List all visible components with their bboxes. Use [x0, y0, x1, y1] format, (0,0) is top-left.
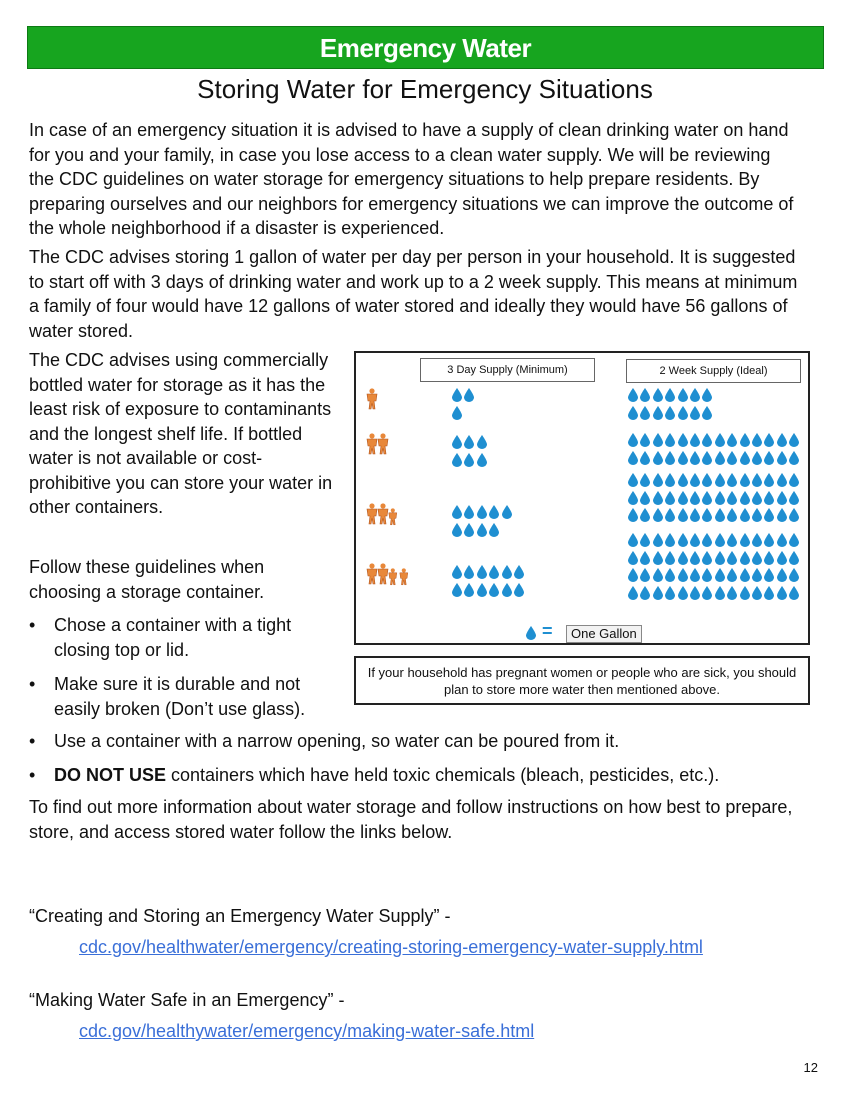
water-drop-icon [628, 388, 638, 402]
link-title-2: “Making Water Safe in an Emergency” - [29, 990, 345, 1010]
water-drop-icon [789, 586, 799, 600]
water-drop-icon [789, 568, 799, 582]
water-drop-icon [690, 508, 700, 522]
water-drop-icon [628, 508, 638, 522]
bullet-marker: • [29, 731, 36, 751]
water-drop-icon [640, 451, 650, 465]
water-drop-icon [640, 406, 650, 420]
water-drop-icon [665, 551, 675, 565]
water-drop-icon [690, 533, 700, 547]
page-number: 12 [803, 1060, 818, 1075]
water-drop-icon [777, 451, 787, 465]
water-drop-icon [452, 453, 462, 467]
bullet-text: Make sure it is durable and not easily broken (Don’t use glass). [54, 674, 306, 719]
water-drop-icon [678, 433, 688, 447]
do-not-use-emphasis: DO NOT USE [54, 765, 167, 785]
water-drop-icon [702, 433, 712, 447]
water-drop-icon [789, 473, 799, 487]
water-drop-icon [653, 508, 663, 522]
link-title-1: “Creating and Storing an Emergency Water Supply” - [29, 906, 451, 926]
water-drop-icon [702, 451, 712, 465]
water-drop-icon [665, 433, 675, 447]
water-drop-icon [640, 508, 650, 522]
water-drop-icon [777, 533, 787, 547]
water-drop-icon [678, 388, 688, 402]
water-drop-icon [665, 586, 675, 600]
water-drop-icon [628, 568, 638, 582]
water-drop-icon [452, 523, 462, 537]
water-drop-icon [764, 568, 774, 582]
water-drop-icon [752, 568, 762, 582]
water-drop-icon [502, 505, 512, 519]
water-drop-icon [740, 433, 750, 447]
water-drop-icon [477, 435, 487, 449]
water-drop-icon [678, 551, 688, 565]
water-drop-icon [640, 568, 650, 582]
ideal-supply-label: 2 Week Supply (Ideal) [626, 359, 801, 383]
water-drop-icon [452, 406, 462, 420]
water-drop-icon [777, 508, 787, 522]
water-drop-icon [764, 473, 774, 487]
household-note: If your household has pregnant women or people who are sick, you should plan to store more water then mentioned above. [354, 656, 810, 705]
water-drop-icon [727, 491, 737, 505]
water-drop-icon [702, 568, 712, 582]
water-drop-icon [628, 533, 638, 547]
water-drop-icon [640, 586, 650, 600]
water-drop-icon [715, 586, 725, 600]
legend-equals: = [542, 621, 553, 641]
water-drop-icon [678, 586, 688, 600]
water-drop-icon [464, 388, 474, 402]
water-drop-icon [640, 388, 650, 402]
person-icon [388, 568, 398, 586]
water-drop-icon [727, 473, 737, 487]
water-drop-icon [715, 451, 725, 465]
water-drop-icon [665, 388, 675, 402]
water-drop-icon [715, 473, 725, 487]
intro-paragraph: In case of an emergency situation it is advised to have a supply of clean drinking water on hand for you and your family, in case you lose access to a clean water supply. We will be reviewing the CDC guidelines on water storage for emergency situations to help prepare residents. By preparing ourselves and our neighbors for emergency situations we can improve the outcome of the whole neighborhood if a disaster is experienced. [29, 120, 794, 238]
water-drop-icon [740, 586, 750, 600]
water-drop-icon [752, 551, 762, 565]
water-drop-icon [690, 491, 700, 505]
banner-title: Emergency Water [319, 33, 532, 63]
water-drop-icon [702, 388, 712, 402]
water-drop-icon [777, 586, 787, 600]
water-drop-icon [740, 451, 750, 465]
bullet-marker: • [29, 765, 36, 785]
gallons-paragraph: The CDC advises storing 1 gallon of water per day per person in your household. It is suggested to start off with 3 days of drinking water and work up to a 2 week supply. This means at minimum a family of four would have 12 gallons of water stored and ideally they would have 56 gallons of water stored. [29, 247, 798, 341]
water-drop-icon [740, 473, 750, 487]
water-drop-icon [464, 583, 474, 597]
water-drop-icon [653, 451, 663, 465]
water-drop-icon [678, 568, 688, 582]
water-drop-icon [752, 433, 762, 447]
follow-paragraph: Follow these guidelines when choosing a storage container. [29, 557, 265, 602]
water-drop-icon [477, 565, 487, 579]
water-drop-icon [628, 406, 638, 420]
bullet-text-rest: containers which have held toxic chemicals (bleach, pesticides, etc.). [166, 765, 720, 785]
water-drop-icon [665, 473, 675, 487]
water-drop-icon [777, 473, 787, 487]
water-drop-icon [752, 508, 762, 522]
water-drop-icon [752, 533, 762, 547]
water-drop-icon [789, 533, 799, 547]
water-drop-icon [665, 406, 675, 420]
water-drop-icon [665, 533, 675, 547]
water-drop-icon [452, 505, 462, 519]
water-drop-icon [715, 491, 725, 505]
water-drop-icon [502, 565, 512, 579]
water-drop-icon [489, 583, 499, 597]
cdc-water-supply-link[interactable]: cdc.gov/healthwater/emergency/creating-storing-emergency-water-supply.html [79, 937, 703, 957]
water-drop-icon [752, 451, 762, 465]
water-drop-icon [715, 508, 725, 522]
water-drop-icon [665, 451, 675, 465]
water-drop-icon [777, 491, 787, 505]
water-drop-icon [690, 388, 700, 402]
water-drop-icon [764, 533, 774, 547]
person-icon [399, 568, 409, 586]
water-drop-icon [752, 491, 762, 505]
water-drop-icon [640, 551, 650, 565]
water-drop-icon [702, 473, 712, 487]
water-drop-icon [464, 435, 474, 449]
cdc-water-safe-link[interactable]: cdc.gov/healthywater/emergency/making-water-safe.html [79, 1021, 535, 1041]
bullet-marker: • [29, 615, 36, 635]
water-drop-icon [653, 388, 663, 402]
water-drop-icon [740, 533, 750, 547]
water-drop-icon [702, 406, 712, 420]
bullet-marker: • [29, 674, 36, 694]
water-drop-icon [628, 451, 638, 465]
water-drop-icon [764, 491, 774, 505]
water-drop-icon [452, 565, 462, 579]
water-drop-icon [777, 568, 787, 582]
water-drop-icon [653, 406, 663, 420]
legend-label: One Gallon [566, 625, 642, 643]
water-drop-icon [727, 568, 737, 582]
water-drop-icon [690, 406, 700, 420]
water-drop-icon [715, 551, 725, 565]
water-drop-icon [727, 533, 737, 547]
water-drop-icon [764, 551, 774, 565]
water-drop-icon [702, 551, 712, 565]
water-drop-icon [789, 491, 799, 505]
water-drop-icon [777, 433, 787, 447]
water-drop-icon [464, 565, 474, 579]
water-drop-icon [678, 533, 688, 547]
bullet-text: Chose a container with a tight closing top or lid. [54, 615, 292, 660]
water-drop-icon [690, 551, 700, 565]
water-drop-icon [678, 473, 688, 487]
water-drop-icon [665, 491, 675, 505]
water-drop-icon [678, 451, 688, 465]
page-subtitle: Storing Water for Emergency Situations [197, 74, 653, 104]
water-drop-icon [678, 508, 688, 522]
water-drop-icon [727, 508, 737, 522]
water-drop-icon [653, 568, 663, 582]
water-drop-icon [628, 586, 638, 600]
water-drop-icon [502, 583, 512, 597]
water-supply-figure [354, 351, 810, 645]
water-drop-icon [740, 551, 750, 565]
water-drop-icon [727, 433, 737, 447]
water-drop-icon [740, 491, 750, 505]
water-drop-icon [489, 505, 499, 519]
water-drop-icon [653, 491, 663, 505]
water-drop-icon [727, 551, 737, 565]
water-drop-icon [690, 586, 700, 600]
water-drop-icon [727, 451, 737, 465]
water-drop-icon [715, 568, 725, 582]
water-drop-icon [628, 433, 638, 447]
water-drop-icon [653, 533, 663, 547]
water-drop-icon [653, 473, 663, 487]
water-drop-icon [764, 508, 774, 522]
water-drop-icon [764, 586, 774, 600]
legend-drop-icon [526, 626, 536, 640]
bottled-paragraph: The CDC advises using commercially bottled water for storage as it has the least risk of exposure to contaminants and the longest shelf life. If bottled water is not available or cost-prohibitive you can store your water in other containers. [29, 350, 333, 517]
water-drop-icon [477, 505, 487, 519]
water-drop-icon [653, 433, 663, 447]
title-banner [27, 26, 824, 69]
water-drop-icon [640, 491, 650, 505]
more-info-paragraph: To find out more information about water storage and follow instructions on how best to prepare, store, and access stored water follow the links below. [29, 797, 793, 842]
water-drop-icon [640, 433, 650, 447]
water-drop-icon [702, 586, 712, 600]
water-drop-icon [764, 451, 774, 465]
water-drop-icon [628, 491, 638, 505]
water-drop-icon [489, 565, 499, 579]
water-drop-icon [764, 433, 774, 447]
water-drop-icon [752, 586, 762, 600]
water-drop-icon [665, 508, 675, 522]
water-drop-icon [702, 491, 712, 505]
water-drop-icon [777, 551, 787, 565]
water-drop-icon [464, 523, 474, 537]
water-drop-icon [477, 583, 487, 597]
water-drop-icon [715, 533, 725, 547]
water-drop-icon [678, 491, 688, 505]
water-drop-icon [740, 568, 750, 582]
water-drop-icon [752, 473, 762, 487]
water-drop-icon [678, 406, 688, 420]
water-drop-icon [690, 568, 700, 582]
water-drop-icon [727, 586, 737, 600]
person-icon [366, 388, 378, 410]
water-drop-icon [789, 433, 799, 447]
person-icon [377, 433, 389, 455]
water-drop-icon [628, 551, 638, 565]
water-drop-icon [665, 568, 675, 582]
water-drop-icon [640, 473, 650, 487]
water-drop-icon [702, 533, 712, 547]
water-drop-icon [514, 565, 524, 579]
person-icon [388, 508, 398, 526]
bullet-text [54, 763, 814, 788]
bullet-text: Use a container with a narrow opening, so water can be poured from it. [54, 731, 620, 751]
water-drop-icon [452, 388, 462, 402]
water-drop-icon [690, 433, 700, 447]
water-drop-icon [789, 508, 799, 522]
water-drop-icon [653, 586, 663, 600]
water-drop-icon [464, 453, 474, 467]
water-drop-icon [452, 435, 462, 449]
water-drop-icon [690, 451, 700, 465]
water-drop-icon [477, 523, 487, 537]
water-drop-icon [477, 453, 487, 467]
water-drop-icon [690, 473, 700, 487]
water-drop-icon [702, 508, 712, 522]
min-supply-label: 3 Day Supply (Minimum) [420, 358, 595, 382]
water-drop-icon [789, 551, 799, 565]
water-drop-icon [789, 451, 799, 465]
water-drop-icon [628, 473, 638, 487]
water-drop-icon [640, 533, 650, 547]
water-drop-icon [740, 508, 750, 522]
water-drop-icon [653, 551, 663, 565]
water-drop-icon [464, 505, 474, 519]
water-drop-icon [715, 433, 725, 447]
water-drop-icon [514, 583, 524, 597]
water-drop-icon [489, 523, 499, 537]
water-drop-icon [452, 583, 462, 597]
